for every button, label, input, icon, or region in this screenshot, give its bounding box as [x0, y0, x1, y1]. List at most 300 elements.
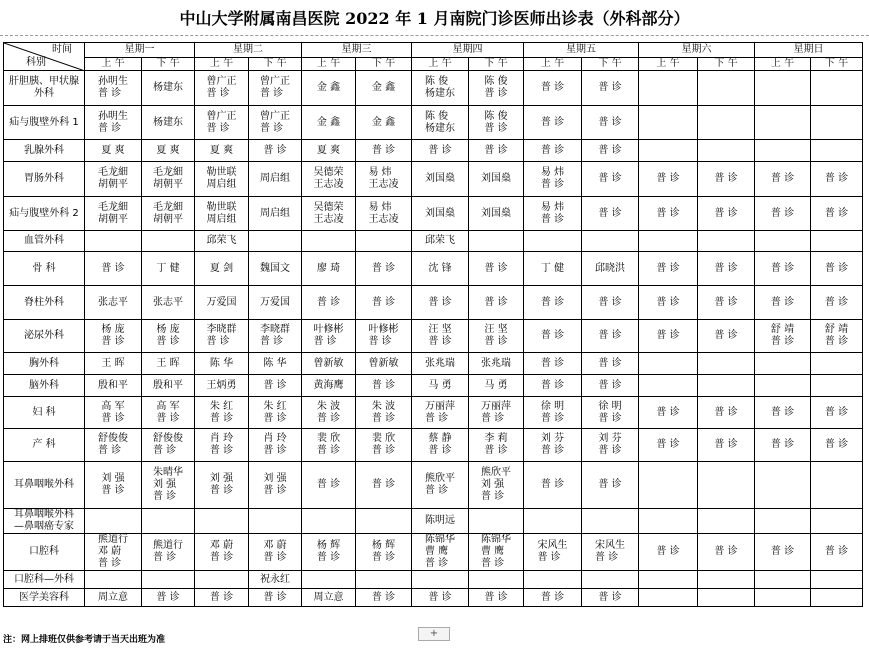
schedule-cell [524, 71, 582, 106]
schedule-cell [639, 397, 698, 429]
schedule-cell [195, 589, 249, 607]
doctor-entry: 金 鑫 [371, 82, 396, 93]
doctor-entry: 熊欣平 刘 强 普 诊 [481, 467, 511, 502]
schedule-cell [356, 375, 412, 397]
schedule-cell [469, 231, 524, 252]
doctor-entry: 陈 华 [209, 357, 234, 369]
schedule-cell [412, 106, 469, 140]
schedule-cell [85, 162, 142, 197]
doctor-entry: 普 诊 [263, 379, 287, 391]
doctor-entry: 普 诊 [824, 262, 849, 274]
schedule-cell [302, 534, 356, 571]
schedule-cell [811, 140, 863, 162]
schedule-cell [302, 231, 356, 252]
doctor-entry: 毛龙細 胡朝平 [98, 201, 128, 225]
doctor-entry: 李晓群 普 诊 [260, 324, 290, 347]
schedule-cell [85, 429, 142, 462]
doctor-entry: 殷和平 [153, 379, 183, 391]
doctor-entry: 普 诊 [770, 207, 795, 219]
doctor-entry: 普 诊 [540, 296, 565, 308]
schedule-cell [249, 375, 302, 397]
doctor-entry: 普 诊 [484, 262, 508, 274]
schedule-cell [811, 71, 863, 106]
schedule-cell [195, 286, 249, 320]
doctor-entry: 普 诊 [656, 207, 680, 219]
doctor-entry: 普 诊 [371, 144, 396, 156]
schedule-cell [195, 429, 249, 462]
schedule-cell [195, 140, 249, 162]
schedule-cell [524, 231, 582, 252]
doctor-entry: 普 诊 [371, 296, 396, 308]
schedule-cell [755, 231, 811, 252]
dept-name: 口腔科—外科 [14, 573, 74, 585]
schedule-table [3, 42, 863, 607]
doctor-entry: 宋风生 普 诊 [537, 540, 568, 563]
schedule-cell [142, 397, 195, 429]
schedule-cell [811, 462, 863, 509]
schedule-cell [412, 162, 469, 197]
doctor-entry: 普 诊 [656, 296, 680, 308]
schedule-cell [582, 140, 639, 162]
doctor-entry: 丁 健 [156, 262, 180, 274]
table-row [4, 509, 863, 534]
schedule-cell [582, 197, 639, 231]
schedule-cell [698, 140, 755, 162]
doctor-entry: 朱 红 普 诊 [263, 400, 287, 424]
doctor-entry: 易 炜 王志凌 [368, 201, 399, 225]
schedule-cell [195, 353, 249, 375]
doctor-entry: 普 诊 [540, 357, 565, 369]
doctor-entry: 陈锦华 曹 鹰 普 诊 [425, 534, 455, 569]
schedule-cell [85, 509, 142, 534]
table-row [4, 397, 863, 429]
schedule-cell [698, 106, 755, 140]
schedule-cell [811, 353, 863, 375]
doctor-entry: 普 诊 [371, 591, 396, 603]
doctor-entry: 普 诊 [824, 439, 849, 450]
schedule-cell [582, 429, 639, 462]
schedule-cell [755, 509, 811, 534]
schedule-cell [142, 252, 195, 286]
schedule-cell [412, 353, 469, 375]
schedule-cell [755, 286, 811, 320]
schedule-cell [524, 162, 582, 197]
schedule-cell [469, 509, 524, 534]
dept-name: 血管外科 [24, 235, 64, 246]
schedule-cell [524, 509, 582, 534]
schedule-cell [356, 397, 412, 429]
schedule-cell [249, 71, 302, 106]
schedule-cell [469, 397, 524, 429]
doctor-entry: 汪 坚 普 诊 [484, 324, 508, 347]
schedule-cell [249, 320, 302, 353]
schedule-cell [698, 534, 755, 571]
schedule-cell [755, 162, 811, 197]
schedule-cell [356, 71, 412, 106]
schedule-cell [302, 140, 356, 162]
doctor-entry: 朱 波 普 诊 [316, 400, 341, 424]
doctor-entry: 熊欣平 普 诊 [425, 473, 455, 496]
schedule-cell [85, 462, 142, 509]
schedule-cell [195, 462, 249, 509]
dept-name: 乳腺外科 [24, 144, 64, 156]
schedule-cell [582, 462, 639, 509]
corner-dept-label: 科别 [26, 57, 46, 68]
dept-name: 医学美容科 [19, 591, 69, 603]
schedule-cell [356, 589, 412, 607]
dept-name: 脊柱外科 [24, 296, 64, 308]
doctor-entry: 马 勇 [484, 379, 508, 391]
schedule-cell [698, 320, 755, 353]
schedule-cell [469, 320, 524, 353]
dept-cell [4, 375, 85, 397]
schedule-cell [582, 375, 639, 397]
schedule-cell [698, 231, 755, 252]
schedule-cell [302, 162, 356, 197]
doctor-entry: 普 诊 [598, 591, 622, 603]
schedule-cell [639, 534, 698, 571]
doctor-entry: 普 诊 [428, 144, 452, 156]
day-header: 星期五 [524, 43, 639, 58]
dept-name: 胸外科 [29, 357, 59, 369]
schedule-cell [195, 534, 249, 571]
schedule-cell [195, 197, 249, 231]
corner-time-label: 时间 [52, 44, 72, 55]
doctor-entry: 普 诊 [156, 591, 180, 603]
schedule-cell [302, 106, 356, 140]
dept-name: 胃肠外科 [24, 173, 64, 184]
doctor-entry: 丁 健 [540, 262, 565, 274]
doctor-entry: 高 军 普 诊 [156, 400, 180, 424]
schedule-cell [356, 534, 412, 571]
doctor-entry: 普 诊 [598, 82, 622, 93]
schedule-cell [469, 286, 524, 320]
doctor-entry: 普 诊 [824, 296, 849, 308]
doctor-entry: 李 莉 普 诊 [484, 433, 508, 456]
doctor-entry: 普 诊 [316, 296, 341, 308]
schedule-cell [249, 197, 302, 231]
doctor-entry: 普 诊 [824, 173, 849, 184]
dept-cell [4, 571, 85, 589]
schedule-cell [195, 571, 249, 589]
doctor-entry: 普 诊 [714, 296, 738, 308]
schedule-cell [85, 252, 142, 286]
doctor-entry: 普 诊 [714, 330, 738, 341]
doctor-entry: 刘 芬 普 诊 [598, 433, 622, 456]
schedule-cell [249, 140, 302, 162]
doctor-entry: 易 炜 普 诊 [540, 167, 565, 190]
schedule-cell [302, 397, 356, 429]
schedule-cell [524, 353, 582, 375]
schedule-cell [356, 197, 412, 231]
schedule-cell [755, 534, 811, 571]
doctor-entry: 陈 华 [263, 357, 287, 369]
doctor-entry: 周立意 [313, 591, 344, 603]
pm-header: 下 午 [356, 58, 412, 71]
doctor-entry: 普 诊 [770, 406, 795, 418]
schedule-cell [469, 589, 524, 607]
schedule-cell [811, 162, 863, 197]
dept-name: 疝与腹壁外科 2 [9, 207, 79, 219]
schedule-cell [524, 252, 582, 286]
schedule-cell [412, 375, 469, 397]
schedule-cell [302, 71, 356, 106]
schedule-cell [582, 106, 639, 140]
schedule-cell [755, 320, 811, 353]
schedule-cell [639, 106, 698, 140]
schedule-cell [302, 375, 356, 397]
dept-name: 耳鼻咽喉外科 [14, 479, 74, 490]
doctor-entry: 肖 玲 普 诊 [209, 433, 234, 456]
schedule-cell [142, 106, 195, 140]
doctor-entry: 万丽萍 普 诊 [481, 400, 511, 424]
schedule-cell [356, 286, 412, 320]
doctor-entry: 周启组 [260, 207, 290, 219]
doctor-entry: 普 诊 [598, 479, 622, 490]
schedule-cell [811, 509, 863, 534]
schedule-cell [195, 375, 249, 397]
dept-cell [4, 534, 85, 571]
schedule-cell [195, 162, 249, 197]
schedule-cell [811, 375, 863, 397]
doctor-entry: 舒 靖 普 诊 [824, 324, 849, 347]
doctor-entry: 普 诊 [540, 379, 565, 391]
pm-header: 下 午 [811, 58, 863, 71]
doctor-entry: 刘国燊 [425, 207, 455, 219]
schedule-cell [302, 571, 356, 589]
doctor-entry: 刘 强 普 诊 [101, 473, 125, 496]
doctor-entry: 舒俊俊 普 诊 [153, 433, 183, 456]
schedule-cell [755, 71, 811, 106]
schedule-cell [356, 162, 412, 197]
doctor-entry: 周启组 [260, 173, 290, 184]
dept-name: 口腔科 [29, 546, 59, 557]
doctor-entry: 王炳勇 [206, 379, 237, 391]
day-header: 星期三 [302, 43, 412, 58]
doctor-entry: 曾新敏 [368, 357, 399, 369]
schedule-cell [755, 462, 811, 509]
dept-name: 骨 科 [32, 262, 56, 274]
doctor-entry: 普 诊 [209, 591, 234, 603]
doctor-entry: 魏国文 [260, 262, 290, 274]
doctor-entry: 徐 明 普 诊 [540, 400, 565, 424]
doctor-entry: 高 军 普 诊 [101, 400, 125, 424]
schedule-cell [698, 286, 755, 320]
schedule-cell [469, 197, 524, 231]
doctor-entry: 普 诊 [540, 82, 565, 93]
doctor-entry: 普 诊 [770, 262, 795, 274]
doctor-entry: 王 晖 [101, 357, 125, 369]
am-header: 上 午 [85, 58, 142, 71]
schedule-cell [469, 375, 524, 397]
doctor-entry: 夏 爽 [156, 144, 180, 156]
schedule-cell [412, 571, 469, 589]
schedule-cell [524, 286, 582, 320]
doctor-entry: 孙明生 普 诊 [98, 76, 128, 99]
doctor-entry: 马 勇 [428, 379, 452, 391]
doctor-entry: 殷和平 [98, 379, 128, 391]
doctor-entry: 邓 蔚 普 诊 [209, 540, 234, 563]
schedule-cell [698, 252, 755, 286]
doctor-entry: 毛龙細 胡朝平 [153, 201, 183, 225]
schedule-cell [142, 353, 195, 375]
doctor-entry: 陈 俊 普 诊 [484, 110, 508, 134]
schedule-cell [412, 286, 469, 320]
schedule-cell [755, 397, 811, 429]
doctor-entry: 熊道行 普 诊 [153, 540, 183, 563]
footnote: 注：网上排班仅供参考请于当天出班为准 [3, 635, 166, 645]
doctor-entry: 普 诊 [714, 262, 738, 274]
schedule-cell [639, 252, 698, 286]
doctor-entry: 普 诊 [714, 406, 738, 418]
doctor-entry: 普 诊 [714, 173, 738, 184]
table-row [4, 375, 863, 397]
schedule-cell [811, 286, 863, 320]
doctor-entry: 普 诊 [714, 546, 738, 557]
doctor-entry: 裴 欣 普 诊 [371, 433, 396, 456]
schedule-cell [249, 252, 302, 286]
schedule-cell [755, 252, 811, 286]
doctor-entry: 普 诊 [714, 207, 738, 219]
schedule-cell [412, 252, 469, 286]
table-row [4, 252, 863, 286]
doctor-entry: 万丽萍 普 诊 [425, 400, 455, 424]
schedule-cell [85, 397, 142, 429]
doctor-entry: 张志平 [153, 296, 183, 308]
schedule-cell [698, 353, 755, 375]
doctor-entry: 叶修彬 普 诊 [368, 324, 399, 347]
schedule-cell [142, 571, 195, 589]
doctor-entry: 普 诊 [428, 296, 452, 308]
schedule-cell [249, 231, 302, 252]
dept-cell [4, 106, 85, 140]
add-sheet-button[interactable]: + [418, 627, 450, 641]
schedule-cell [356, 140, 412, 162]
schedule-cell [356, 509, 412, 534]
doctor-entry: 邱晓洪 [595, 262, 625, 274]
schedule-cell [249, 286, 302, 320]
schedule-cell [698, 71, 755, 106]
schedule-cell [811, 231, 863, 252]
doctor-entry: 普 诊 [540, 330, 565, 341]
schedule-cell [639, 429, 698, 462]
doctor-entry: 刘 强 普 诊 [263, 473, 287, 496]
doctor-entry: 普 诊 [824, 406, 849, 418]
schedule-cell [698, 462, 755, 509]
doctor-entry: 普 诊 [371, 262, 396, 274]
schedule-cell [639, 162, 698, 197]
schedule-cell [249, 534, 302, 571]
schedule-cell [142, 197, 195, 231]
doctor-entry: 徐 明 普 诊 [598, 400, 622, 424]
schedule-cell [85, 571, 142, 589]
schedule-cell [412, 462, 469, 509]
day-header: 星期一 [85, 43, 195, 58]
table-row [4, 162, 863, 197]
am-header: 上 午 [755, 58, 811, 71]
schedule-cell [639, 231, 698, 252]
schedule-cell [582, 353, 639, 375]
schedule-cell [582, 252, 639, 286]
dept-cell [4, 286, 85, 320]
doctor-entry: 黄海鹰 [313, 379, 344, 391]
dept-name: 脑外科 [29, 379, 59, 391]
schedule-cell [811, 571, 863, 589]
schedule-cell [356, 571, 412, 589]
schedule-cell [412, 197, 469, 231]
dept-cell [4, 252, 85, 286]
doctor-entry: 普 诊 [598, 330, 622, 341]
doctor-entry: 陈 俊 杨建东 [425, 110, 455, 134]
doctor-entry: 刘国燊 [481, 207, 511, 219]
doctor-entry: 普 诊 [484, 144, 508, 156]
table-row [4, 534, 863, 571]
doctor-entry: 刘 芬 普 诊 [540, 433, 565, 456]
schedule-cell [524, 462, 582, 509]
schedule-cell [85, 320, 142, 353]
schedule-cell [302, 286, 356, 320]
pm-header: 下 午 [142, 58, 195, 71]
doctor-entry: 王 晖 [156, 357, 180, 369]
dept-cell [4, 162, 85, 197]
doctor-entry: 勒世联 周启组 [206, 201, 237, 225]
schedule-cell [639, 197, 698, 231]
doctor-entry: 金 鑫 [316, 116, 341, 128]
schedule-cell [412, 509, 469, 534]
schedule-cell [142, 509, 195, 534]
table-row [4, 231, 863, 252]
schedule-cell [356, 252, 412, 286]
schedule-cell [698, 589, 755, 607]
doctor-entry: 蔡 静 普 诊 [428, 433, 452, 456]
schedule-cell [582, 589, 639, 607]
doctor-entry: 邱荣飞 [425, 235, 455, 246]
doctor-entry: 肖 玲 普 诊 [263, 433, 287, 456]
doctor-entry: 普 诊 [656, 546, 680, 557]
schedule-cell [524, 197, 582, 231]
schedule-cell [195, 106, 249, 140]
doctor-entry: 万爱国 [206, 296, 237, 308]
schedule-cell [639, 589, 698, 607]
pm-header: 下 午 [469, 58, 524, 71]
schedule-cell [811, 589, 863, 607]
schedule-cell [698, 375, 755, 397]
dept-name: 耳鼻咽喉外科 —鼻咽癌专家 [14, 509, 74, 532]
schedule-cell [524, 375, 582, 397]
doctor-entry: 杨 辉 普 诊 [371, 540, 396, 563]
schedule-cell [469, 353, 524, 375]
schedule-cell [249, 462, 302, 509]
doctor-entry: 普 诊 [540, 144, 565, 156]
schedule-cell [811, 429, 863, 462]
doctor-entry: 普 诊 [484, 591, 508, 603]
doctor-entry: 普 诊 [598, 379, 622, 391]
dept-name: 妇 科 [32, 406, 56, 418]
dept-cell [4, 197, 85, 231]
doctor-entry: 普 诊 [824, 546, 849, 557]
schedule-cell [412, 140, 469, 162]
schedule-cell [356, 106, 412, 140]
doctor-entry: 邱荣飞 [206, 235, 237, 246]
doctor-entry: 金 鑫 [371, 116, 396, 128]
schedule-cell [195, 397, 249, 429]
doctor-entry: 舒 靖 普 诊 [770, 324, 795, 347]
schedule-cell [85, 140, 142, 162]
schedule-cell [249, 571, 302, 589]
doctor-entry: 刘 强 普 诊 [209, 473, 234, 496]
schedule-cell [469, 162, 524, 197]
doctor-entry: 易 炜 普 诊 [540, 201, 565, 225]
